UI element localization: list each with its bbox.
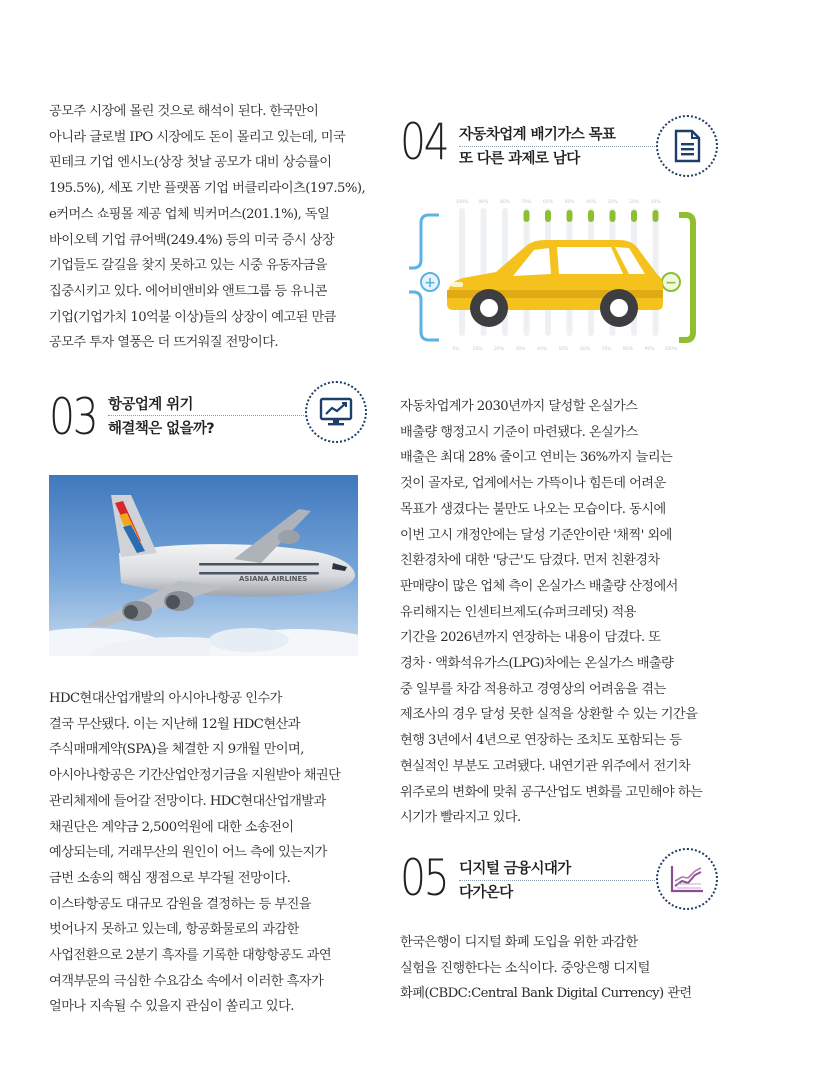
intro-paragraph [49, 99, 365, 356]
title-line: 항공업계 위기 [108, 397, 193, 413]
text-line: 친환경차에 대한 '당근'도 담겼다. 먼저 친환경차 [400, 553, 660, 569]
gauge-level-mark [610, 210, 616, 222]
text-line: 현행 3년에서 4년으로 연장하는 조치도 포함되는 등 [400, 733, 682, 749]
text-line: 채권단은 계약금 2,500억원에 대한 소송전이 [49, 819, 294, 835]
gauge-bottom-label: 0% [452, 347, 460, 352]
text-line: 배출량 행정고시 기준이 마련됐다. 온실가스 [400, 424, 638, 440]
section-05-icon-badge [656, 848, 718, 910]
section-04-number: 04 [400, 113, 448, 171]
text-line: 현실적인 부분도 고려됐다. 내연기관 위주에서 전기차 [400, 758, 691, 774]
text-line: 관리체제에 들어갈 전망이다. HDC현대산업개발과 [49, 793, 326, 809]
yellow-car [447, 240, 663, 327]
text-line: 바이오텍 기업 큐어백(249.4%) 등의 미국 증시 상장 [49, 232, 335, 248]
gauge-top-label: 40% [585, 200, 597, 205]
gauge-top-label: 80% [499, 200, 511, 205]
text-line: 기업들도 갈길을 찾지 못하고 있는 시중 유동자금을 [49, 258, 327, 274]
text-line: 결국 무산됐다. 이는 지난해 12월 HDC현산과 [49, 716, 300, 732]
title-line: 해결책은 없을까? [108, 421, 215, 437]
text-line: 195.5%), 세포 기반 플랫폼 기업 버클리라이츠(197.5%), [49, 181, 366, 197]
text-line: 한국은행이 디지털 화폐 도입을 위한 과감한 [400, 935, 638, 950]
gauge-top-label: 70% [521, 200, 532, 205]
text-line: 제조사의 경우 달성 못한 실적을 상환할 수 있는 기간을 [400, 707, 698, 723]
text-line: 공모주 투자 열풍은 더 뜨거워질 전망이다. [49, 335, 279, 351]
line-graph-icon [669, 864, 705, 894]
gauge-track [459, 208, 465, 336]
gauge-level-mark [567, 210, 573, 222]
yellow-car-battery-gauge-illustration [401, 190, 701, 368]
gauge-bottom-label: 80% [622, 347, 634, 352]
gauge-level-mark [545, 210, 551, 222]
gauge-level-mark [524, 210, 530, 222]
text-line: 아시아나항공은 기간산업안정기금을 지원받아 채권단 [49, 768, 341, 784]
gauge-bottom-label: 20% [493, 347, 505, 352]
text-line: 화폐(CBDC:Central Bank Digital Currency) 관련 [400, 986, 692, 1002]
section-04-icon-badge [656, 115, 718, 177]
gauge-top-label: 90% [478, 200, 489, 205]
section-04-divider [459, 146, 655, 147]
text-line: 벗어나지 못하고 있는데, 항공화물로의 과감한 [49, 922, 299, 938]
gauge-top-label: 50% [564, 200, 575, 205]
section-05-title [459, 857, 571, 905]
section-03-body [49, 686, 340, 1020]
gauge-bottom-label: 70% [601, 347, 612, 352]
text-line: 기업(기업가치 10억불 이상)들의 상장이 예고된 만큼 [49, 309, 336, 325]
section-03-divider [108, 415, 304, 416]
section-03-title [108, 393, 214, 441]
text-line: 배출은 최대 28% 줄이고 연비는 36%까지 늘리는 [400, 450, 673, 466]
text-line: 자동차업계가 2030년까지 달성할 온실가스 [400, 399, 638, 414]
section-04-title [459, 123, 615, 171]
text-line: 판매량이 많은 업체 측이 온실가스 배출량 산정에서 [400, 578, 678, 594]
text-line: 여객부문의 극심한 수요감소 속에서 이러한 흑자가 [49, 973, 324, 989]
text-line: HDC현대산업개발의 아시아나항공 인수가 [49, 691, 282, 706]
gauge-top-label: 100% [455, 200, 469, 205]
document-icon [672, 129, 702, 163]
gauge-bottom-label: 90% [644, 347, 655, 352]
gauge-bottom-label: 30% [515, 347, 526, 352]
section-05-divider [459, 880, 655, 881]
text-line: 예상되는데, 거래무산의 원인이 어느 측에 있는지가 [49, 845, 327, 861]
text-line: 위주로의 변화에 맞춰 공구산업도 변화를 고민해야 하는 [400, 784, 703, 800]
text-line: e커머스 쇼핑몰 제공 업체 빅커머스(201.1%), 독일 [49, 206, 330, 222]
text-line: 경차 · 액화석유가스(LPG)차에는 온실가스 배출량 [400, 656, 674, 672]
title-line: 자동차업계 배기가스 목표 [459, 127, 616, 143]
left-bracket-lower [409, 292, 439, 340]
section-04-body [400, 394, 702, 831]
title-line: 또 다른 과제로 남다 [459, 151, 580, 167]
text-line: 기간을 2026년까지 연장하는 내용이 담겼다. 또 [400, 630, 661, 646]
section-03-number: 03 [49, 388, 97, 446]
gauge-level-mark [631, 210, 637, 222]
left-bracket [409, 215, 439, 268]
text-line: 중 일부를 차감 적용하고 경영상의 어려움을 겪는 [400, 681, 666, 697]
minus-symbol: − [665, 275, 677, 291]
section-05-body [400, 930, 692, 1007]
asiana-livery-text: ASIANA AIRLINES [239, 575, 308, 583]
gauge-bottom-label: 10% [472, 347, 483, 352]
section-03-icon-badge [305, 381, 367, 443]
text-line: 실험을 진행한다는 소식이다. 중앙은행 디지털 [400, 960, 650, 976]
gauge-bottom-label: 100% [664, 347, 678, 352]
title-line: 다가온다 [459, 885, 513, 901]
gauge-level-mark [653, 210, 659, 222]
gauge-level-mark [588, 210, 594, 222]
text-line: 목표가 생겼다는 불만도 나오는 모습이다. 동시에 [400, 501, 666, 517]
gauge-top-label: 10% [650, 200, 661, 205]
text-line: 이번 고시 개정안에는 달성 기준안이란 '채찍' 외에 [400, 527, 672, 543]
gauge-top-label: 60% [542, 200, 554, 205]
text-line: 얼마나 지속될 수 있을지 관심이 쏠리고 있다. [49, 999, 294, 1015]
text-line: 주식매매계약(SPA)을 체결한 지 9개월 만이며, [49, 742, 304, 758]
section-05-number: 05 [400, 849, 448, 907]
gauge-top-label: 20% [628, 200, 640, 205]
text-line: 핀테크 기업 엔시노(상장 첫날 공모가 대비 상승률이 [49, 155, 332, 171]
text-line: 이스타항공도 대규모 감원을 결정하는 등 부진을 [49, 896, 311, 912]
gauge-bottom-label: 50% [558, 347, 569, 352]
text-line: 집중시키고 있다. 에어비앤비와 앤트그룹 등 유니콘 [49, 283, 327, 299]
chart-monitor-icon [319, 397, 353, 427]
gauge-bottom-label: 40% [536, 347, 548, 352]
plus-symbol: + [424, 275, 436, 291]
text-line: 금번 소송의 핵심 쟁점으로 부각될 전망이다. [49, 870, 291, 886]
gauge-top-label: 30% [607, 200, 618, 205]
right-bracket [679, 215, 693, 340]
text-line: 시기가 빨라지고 있다. [400, 810, 521, 826]
text-line: 아니라 글로벌 IPO 시장에도 돈이 몰리고 있는데, 미국 [49, 129, 346, 145]
text-line: 공모주 시장에 몰린 것으로 해석이 된다. 한국만이 [49, 104, 319, 119]
text-line: 사업전환으로 2분기 흑자를 기록한 대항항공도 과연 [49, 948, 332, 964]
text-line: 것이 골자로, 업계에서는 가뜩이나 힘든데 어려운 [400, 476, 666, 492]
asiana-airlines-a380-photo [49, 475, 358, 656]
title-line: 디지털 금융시대가 [459, 861, 571, 877]
gauge-bottom-label: 60% [579, 347, 591, 352]
text-line: 유리해지는 인센티브제도(슈퍼크레딧) 적용 [400, 604, 636, 620]
